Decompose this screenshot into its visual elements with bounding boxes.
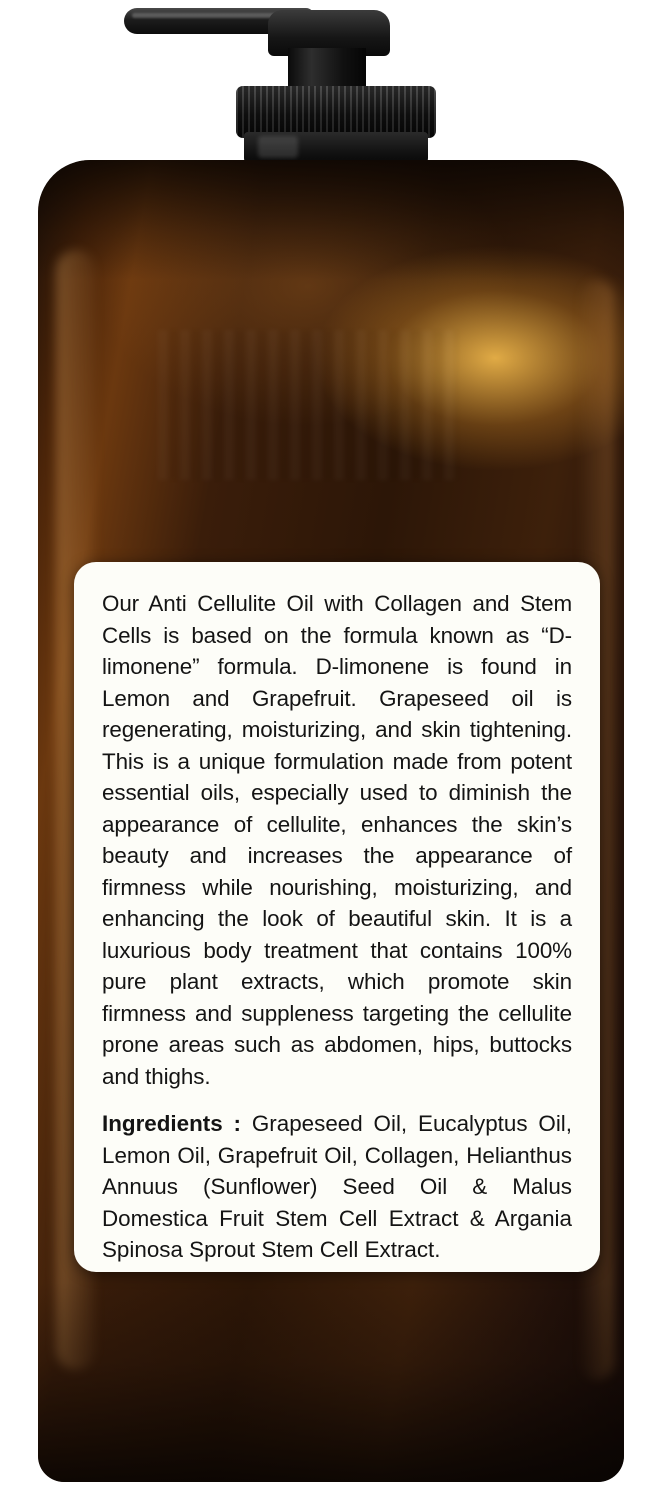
label-ingredients-block <box>102 1108 572 1266</box>
label-description-block <box>102 588 572 1092</box>
ingredients-list: Grapeseed Oil, Eucalyptus Oil, Lemon Oil, Grapefruit Oil, Collagen, Helianthus Annuus (Sunflower) Seed Oil & Malus Domestica Fruit Stem Cell Extract & Argania Spinosa Sprout Stem Cell Extract. <box>102 1111 572 1262</box>
bottle-top-shadow <box>38 160 624 280</box>
label-description-text: Our Anti Cellulite Oil with Collagen and Stem Cells is based on the formula known as “D-limonene” formula. D-limonene is found in Lemon and Grapefruit. Grapeseed oil is regenerating, moisturizing, and skin tightening. This is a unique formulation made from potent essential oils, especially used to diminish the appearance of cellulite, enhances the skin’s beauty and increases the appearance of firmness while nourishing, moisturizing, and enhancing the look of beautiful skin. It is a luxurious body treatment that contains 100% pure plant extracts, which promote skin firmness and suppleness targeting the cellulite prone areas such as abdomen, hips, buttocks and thighs. <box>102 591 572 1089</box>
product-label <box>74 562 600 1272</box>
bottle-reflection <box>158 330 458 480</box>
pump-collar-ribbed <box>236 86 436 138</box>
bottle-bottom-shadow <box>38 1282 624 1482</box>
ingredients-heading: Ingredients : <box>102 1111 242 1136</box>
